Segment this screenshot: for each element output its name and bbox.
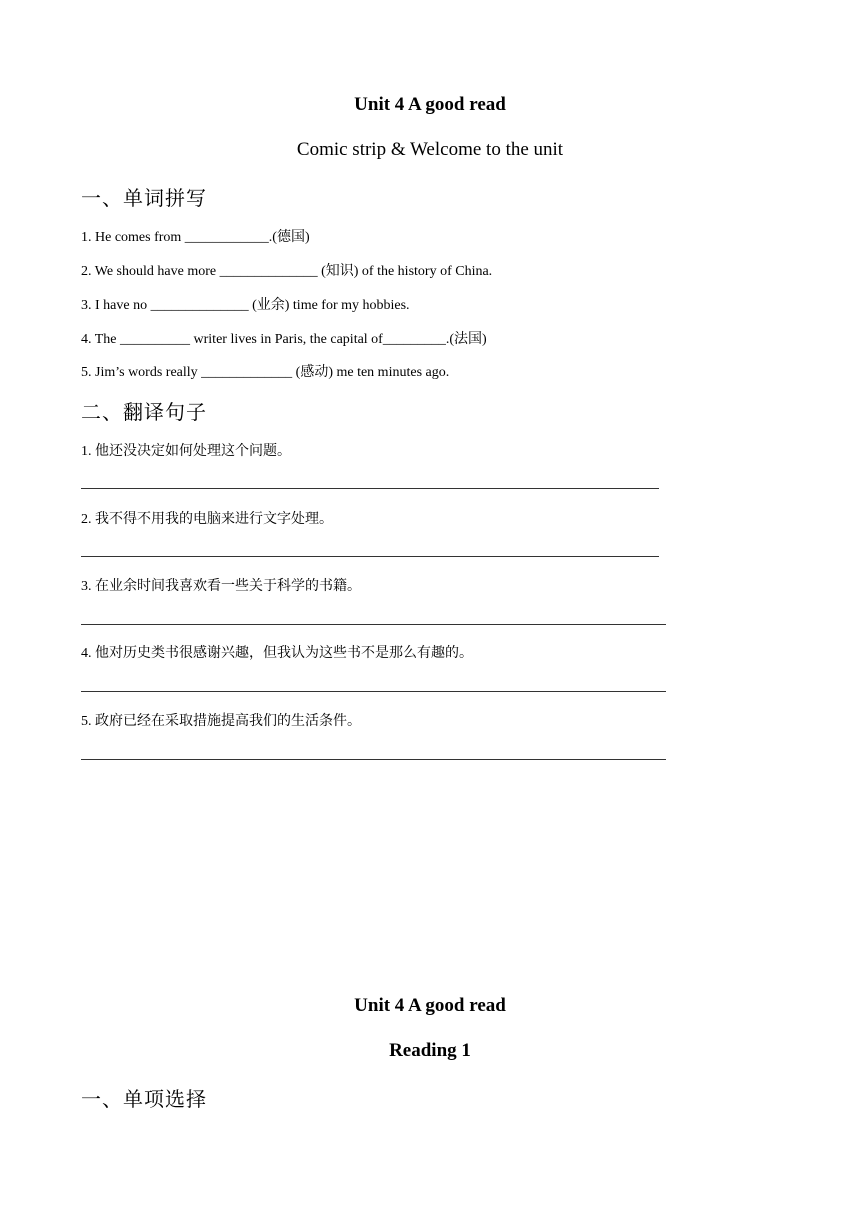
- translation-question: 3. 在业余时间我喜欢看一些关于科学的书籍。: [81, 579, 361, 594]
- lesson-subtitle-2: Reading 1: [389, 1040, 471, 1061]
- answer-line: [81, 556, 659, 557]
- spelling-question: 2. We should have more ______________ (知识) of the history of China.: [81, 264, 493, 279]
- translation-question: 4. 他对历史类书很感谢兴趣，但我认为这些书不是那么有趣的。: [81, 646, 473, 661]
- lesson-subtitle: Comic strip & Welcome to the unit: [296, 139, 564, 160]
- section-heading-translation: 二、翻译句子: [81, 400, 207, 424]
- spelling-question: 1. He comes from ____________.(德国): [81, 230, 310, 245]
- unit-title: Unit 4 A good read: [354, 94, 506, 115]
- section-heading-choice: 一、单项选择: [81, 1087, 207, 1111]
- section-heading-spelling: 一、单词拼写: [81, 186, 207, 210]
- spelling-question: 3. I have no ______________ (业余) time for my hobbies.: [81, 298, 410, 313]
- spelling-question: 5. Jim’s words really _____________ (感动) me ten minutes ago.: [81, 365, 450, 380]
- answer-line: [81, 759, 666, 760]
- unit-title-2: Unit 4 A good read: [354, 995, 506, 1016]
- answer-line: [81, 691, 666, 692]
- spelling-question: 4. The __________ writer lives in Paris, the capital of_________.(法国): [81, 332, 487, 347]
- translation-question: 1. 他还没决定如何处理这个问题。: [81, 444, 291, 459]
- translation-question: 2. 我不得不用我的电脑来进行文字处理。: [81, 512, 333, 527]
- translation-question: 5. 政府已经在采取措施提高我们的生活条件。: [81, 714, 361, 729]
- answer-line: [81, 488, 659, 489]
- answer-line: [81, 624, 666, 625]
